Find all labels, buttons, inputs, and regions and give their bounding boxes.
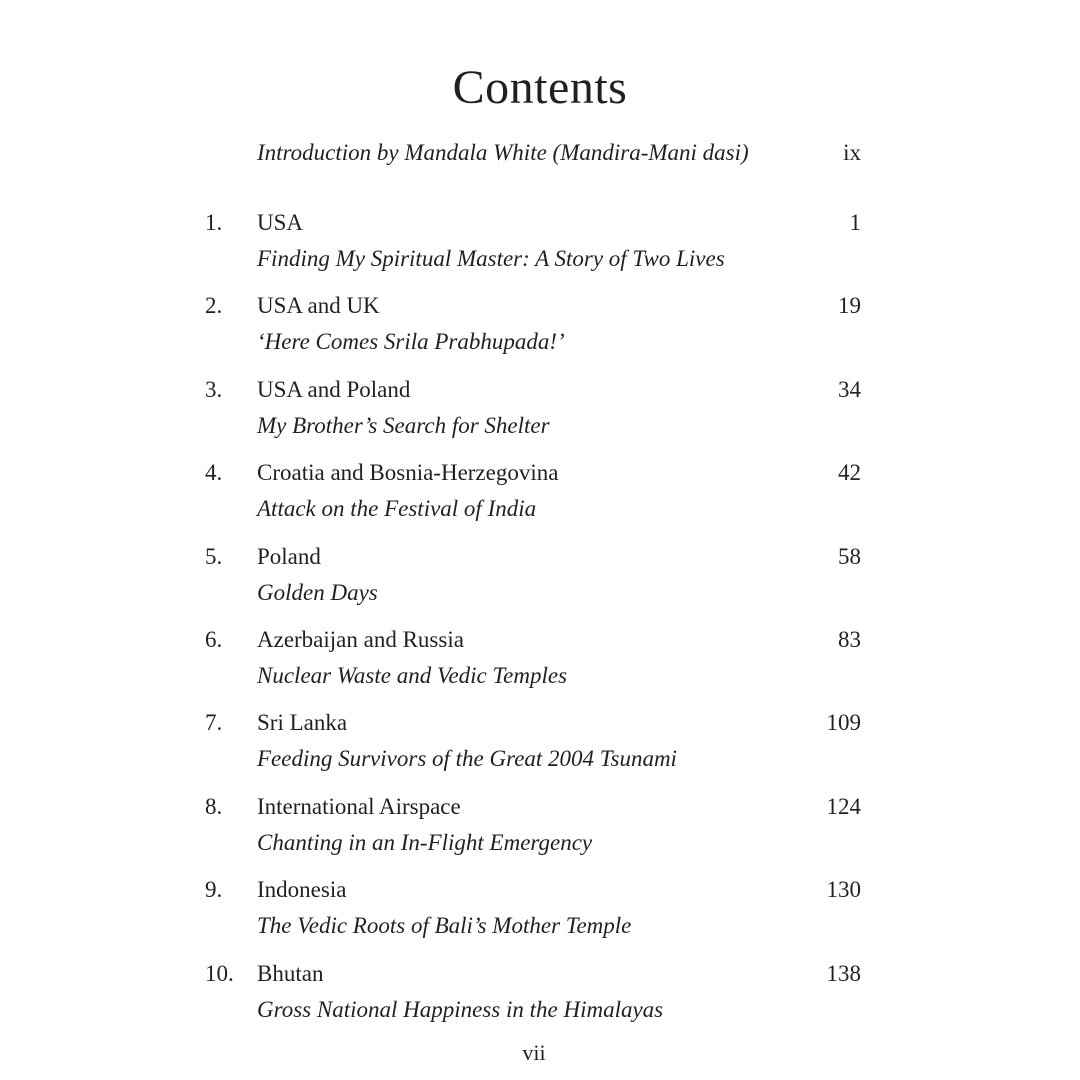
chapter-place: USA: [257, 210, 304, 235]
chapter-entry[interactable]: [0, 456, 1080, 539]
chapter-place: USA and UK: [257, 293, 380, 319]
chapter-entry[interactable]: [0, 540, 1080, 623]
chapter-number: 3.: [205, 376, 223, 402]
chapter-place: USA and Poland: [257, 376, 411, 402]
introduction-entry[interactable]: [257, 136, 861, 170]
chapter-number: 1.: [205, 210, 223, 235]
chapter-page-number: 19: [838, 293, 861, 319]
chapter-number: 4.: [205, 460, 223, 486]
chapter-page-number: 58: [838, 543, 861, 569]
chapter-place: Indonesia: [257, 877, 347, 903]
chapter-subtitle: Chanting in an In-Flight Emergency: [257, 829, 593, 855]
chapter-number: 6.: [205, 626, 223, 652]
chapter-list: [0, 206, 1080, 1040]
chapter-subtitle: Attack on the Festival of India: [257, 496, 537, 522]
chapter-page-number: 130: [826, 877, 861, 903]
chapter-subtitle: My Brother’s Search for Shelter: [257, 412, 550, 438]
chapter-page-number: 42: [838, 460, 861, 486]
chapter-number: 10.: [205, 960, 234, 986]
chapter-place: Sri Lanka: [257, 710, 348, 736]
chapter-subtitle: ‘Here Comes Srila Prabhupada!’: [257, 329, 565, 355]
chapter-entry[interactable]: [0, 957, 1080, 1040]
chapter-entry[interactable]: [0, 206, 1080, 289]
chapter-subtitle: Feeding Survivors of the Great 2004 Tsunami: [257, 746, 677, 772]
chapter-place: Croatia and Bosnia-Herzegovina: [257, 460, 559, 486]
page-title: Contents: [452, 61, 628, 115]
chapter-subtitle: The Vedic Roots of Bali’s Mother Temple: [257, 913, 632, 939]
chapter-entry[interactable]: [0, 873, 1080, 956]
chapter-number: 5.: [205, 543, 223, 569]
chapter-number: 9.: [205, 877, 223, 903]
chapter-number: 8.: [205, 793, 223, 819]
introduction-page-number: ix: [843, 140, 861, 165]
chapter-page-number: 124: [826, 793, 861, 819]
chapter-number: 2.: [205, 293, 223, 319]
chapter-entry[interactable]: [0, 706, 1080, 789]
page-folio: vii: [522, 1040, 546, 1065]
chapter-entry[interactable]: [0, 289, 1080, 372]
chapter-page-number: 138: [826, 960, 861, 986]
chapter-page-number: 34: [838, 376, 861, 402]
chapter-place: Azerbaijan and Russia: [257, 626, 464, 652]
chapter-page-number: 109: [826, 710, 861, 736]
introduction-title: Introduction by Mandala White (Mandira-Mani dasi): [257, 140, 749, 165]
chapter-entry[interactable]: [0, 790, 1080, 873]
chapter-place: Bhutan: [257, 960, 324, 986]
chapter-subtitle: Gross National Happiness in the Himalayas: [257, 996, 664, 1022]
chapter-subtitle: Nuclear Waste and Vedic Temples: [257, 662, 568, 688]
chapter-page-number: 1: [849, 210, 861, 235]
chapter-subtitle: Golden Days: [257, 579, 378, 605]
chapter-place: International Airspace: [257, 793, 461, 819]
chapter-page-number: 83: [838, 626, 861, 652]
chapter-subtitle: Finding My Spiritual Master: A Story of Two Lives: [257, 246, 725, 271]
chapter-number: 7.: [205, 710, 223, 736]
chapter-entry[interactable]: [0, 373, 1080, 456]
chapter-entry[interactable]: [0, 623, 1080, 706]
chapter-place: Poland: [257, 543, 321, 569]
